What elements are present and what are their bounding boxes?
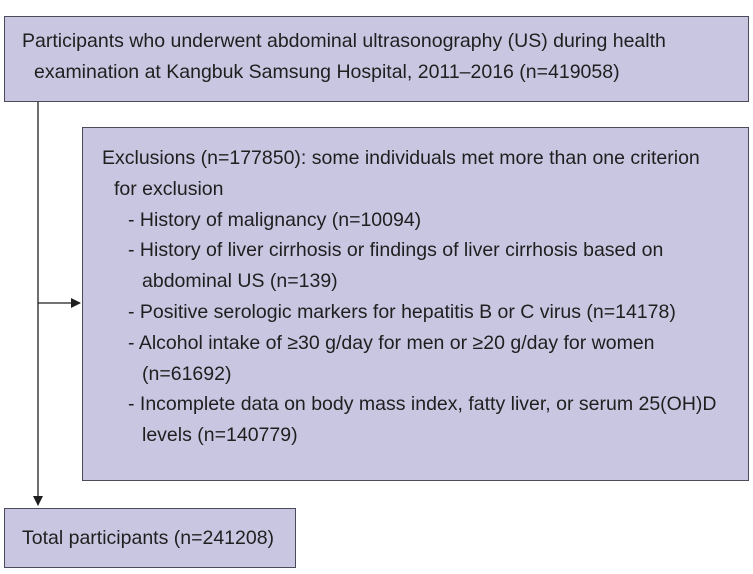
exclusion-item-cirrhosis: - History of liver cirrhosis or findings of liver cirrhosis based on	[128, 239, 664, 262]
exclusion-item-incomplete-data: - Incomplete data on body mass index, fatty liver, or serum 25(OH)D	[128, 393, 717, 416]
enrollment-line-2: examination at Kangbuk Samsung Hospital, 2011–2016 (n=419058)	[34, 61, 620, 83]
exclusions-heading-line-2: for exclusion	[114, 177, 224, 200]
enrollment-box	[4, 16, 749, 102]
exclusion-item-incomplete-data-cont: levels (n=140779)	[142, 424, 298, 447]
exclusion-item-malignancy: - History of malignancy (n=10094)	[128, 208, 422, 231]
exclusion-item-hepatitis: - Positive serologic markers for hepatitis B or C virus (n=14178)	[128, 300, 676, 323]
enrollment-line-1: Participants who underwent abdominal ultrasonography (US) during health	[22, 30, 666, 52]
exclusion-item-alcohol: - Alcohol intake of ≥30 g/day for men or ≥20 g/day for women	[128, 331, 655, 354]
total-participants-text: Total participants (n=241208)	[22, 527, 275, 549]
exclusions-heading-line-1: Exclusions (n=177850): some individuals met more than one criterion	[102, 147, 700, 169]
exclusions-box	[82, 127, 749, 481]
exclusion-item-cirrhosis-cont: abdominal US (n=139)	[142, 270, 338, 293]
total-participants-box	[4, 508, 296, 568]
exclusion-item-alcohol-cont: (n=61692)	[142, 362, 232, 385]
